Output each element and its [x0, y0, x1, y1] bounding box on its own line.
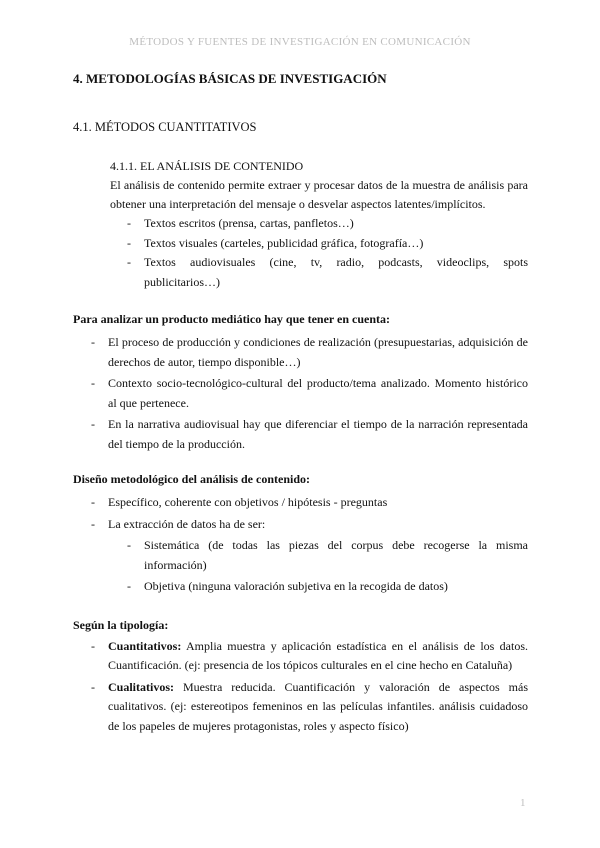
typology-section-title: Según la tipología:	[73, 617, 169, 632]
typology-list	[73, 637, 528, 737]
analyze-section-title: Para analizar un producto mediático hay que tener en cuenta:	[73, 312, 390, 326]
chapter-heading: 4. METODOLOGÍAS BÁSICAS DE INVESTIGACIÓN	[73, 71, 387, 86]
list-item: - Textos visuales (carteles, publicidad gráfica, fotografía…)	[144, 234, 528, 254]
intro-paragraph: El análisis de contenido permite extraer y procesar datos de la muestra de análisis para obtener una interpretación del mensaje o desvelar aspectos latentes/implícitos.	[110, 178, 528, 211]
list-item: - Contexto socio-tecnológico-cultural del producto/tema analizado. Momento histórico al que pertenece.	[108, 374, 528, 413]
term-description: Amplia muestra y aplicación estadística en el análisis de los datos. Cuantificación. (ej: presencia de los tópicos culturales en el cine hecho en Cataluña)	[108, 638, 528, 672]
document-body	[73, 71, 528, 738]
section-heading: 4.1. MÉTODOS CUANTITATIVOS	[73, 120, 257, 134]
list-item	[108, 678, 528, 737]
list-item: - Textos audiovisuales (cine, tv, radio, podcasts, videoclips, spots publicitarios…)	[144, 253, 528, 292]
term-description: Muestra reducida. Cuantificación y valoración de aspectos más cualitativos. (ej: estereotipos femeninos en las películas infantiles. análisis cuidadoso de los papeles de mujeres protagonistas, roles y aspecto físico)	[108, 679, 528, 733]
design-sublist	[108, 536, 528, 597]
page-number: 1	[520, 797, 526, 809]
term-label: Cualitativos:	[108, 679, 174, 694]
term-label: Cuantitativos:	[108, 638, 182, 653]
design-section-title: Diseño metodológico del análisis de contenido:	[73, 472, 311, 486]
design-list	[73, 493, 528, 597]
running-header: MÉTODOS Y FUENTES DE INVESTIGACIÓN EN COMUNICACIÓN	[129, 36, 471, 48]
list-item: - El proceso de producción y condiciones de realización (presupuestarias, adquisición de derechos de autor, tiempo disponible…)	[108, 333, 528, 372]
list-item: - Textos escritos (prensa, cartas, panfletos…)	[144, 214, 528, 234]
text-types-list	[73, 214, 528, 292]
sublist-item: - Sistemática (de todas las piezas del corpus debe recogerse la misma información)	[144, 536, 528, 575]
sublist-item: - Objetiva (ninguna valoración subjetiva en la recogida de datos)	[144, 577, 528, 597]
list-item: - Específico, coherente con objetivos / hipótesis - preguntas	[108, 493, 528, 513]
list-item: - En la narrativa audiovisual hay que diferenciar el tiempo de la narración representada del tiempo de la producción.	[108, 415, 528, 454]
list-item	[108, 637, 528, 676]
analyze-list	[73, 333, 528, 454]
list-item-text: La extracción de datos ha de ser:	[108, 516, 266, 531]
list-item	[108, 515, 528, 597]
subsection-heading: 4.1.1. EL ANÁLISIS DE CONTENIDO	[110, 159, 304, 173]
